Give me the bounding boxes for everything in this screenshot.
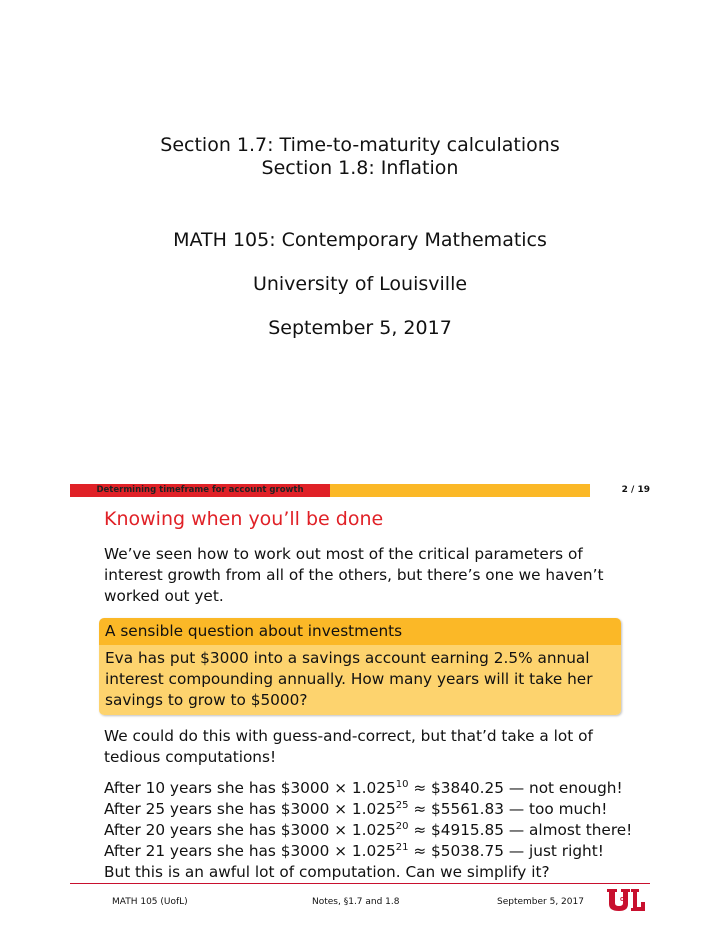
header-bar-right xyxy=(330,484,590,497)
block-body: Eva has put $3000 into a savings account earning 2.5% annual interest compounding annually. How many years will it take her savings to grow to $5000? xyxy=(99,645,621,715)
footer-course: MATH 105 (UofL) xyxy=(112,897,188,907)
calculation-line: After 20 years she has $3000 × $1.025^{20}$ ≈ $4915.85 — almost there! xyxy=(104,821,633,839)
svg-text:OF: OF xyxy=(620,897,628,903)
calculation-list xyxy=(104,778,644,883)
intro-paragraph: We’ve seen how to work out most of the critical parameters of interest growth from all of the others, but there’s one we haven’t worked out yet. xyxy=(104,545,604,605)
university-name: University of Louisville xyxy=(252,273,468,295)
guess-paragraph: We could do this with guess-and-correct, but that’d take a lot of tedious computations! xyxy=(104,727,593,766)
conclusion-line: But this is an awful lot of computation. Can we simplify it? xyxy=(104,863,550,881)
course-title: MATH 105: Contemporary Mathematics xyxy=(173,229,547,251)
calculation-line: After 21 years she has $3000 × $1.025^{21}$ ≈ $5038.75 — just right! xyxy=(104,842,604,860)
calculation-line: After 10 years she has $3000 × $1.025^{10}$ ≈ $3840.25 — not enough! xyxy=(104,779,623,797)
question-block xyxy=(99,618,621,715)
presentation-date: September 5, 2017 xyxy=(268,317,452,339)
section-title-1-8: Section 1.8: Inflation xyxy=(261,157,459,179)
footer-notes: Notes, §1.7 and 1.8 xyxy=(312,897,400,907)
page-number: 2 / 19 xyxy=(621,485,650,495)
frame-title: Knowing when you’ll be done xyxy=(104,508,384,530)
footer-line xyxy=(70,883,650,884)
uofl-logo-icon xyxy=(606,888,646,912)
block-title: A sensible question about investments xyxy=(99,618,621,645)
footer-date: September 5, 2017 xyxy=(497,897,584,907)
calculation-line: After 25 years she has $3000 × $1.025^{25}$ ≈ $5561.83 — too much! xyxy=(104,800,608,818)
section-title-1-7: Section 1.7: Time-to-maturity calculations xyxy=(160,134,560,156)
header-section-label: Determining timeframe for account growth xyxy=(70,484,330,497)
